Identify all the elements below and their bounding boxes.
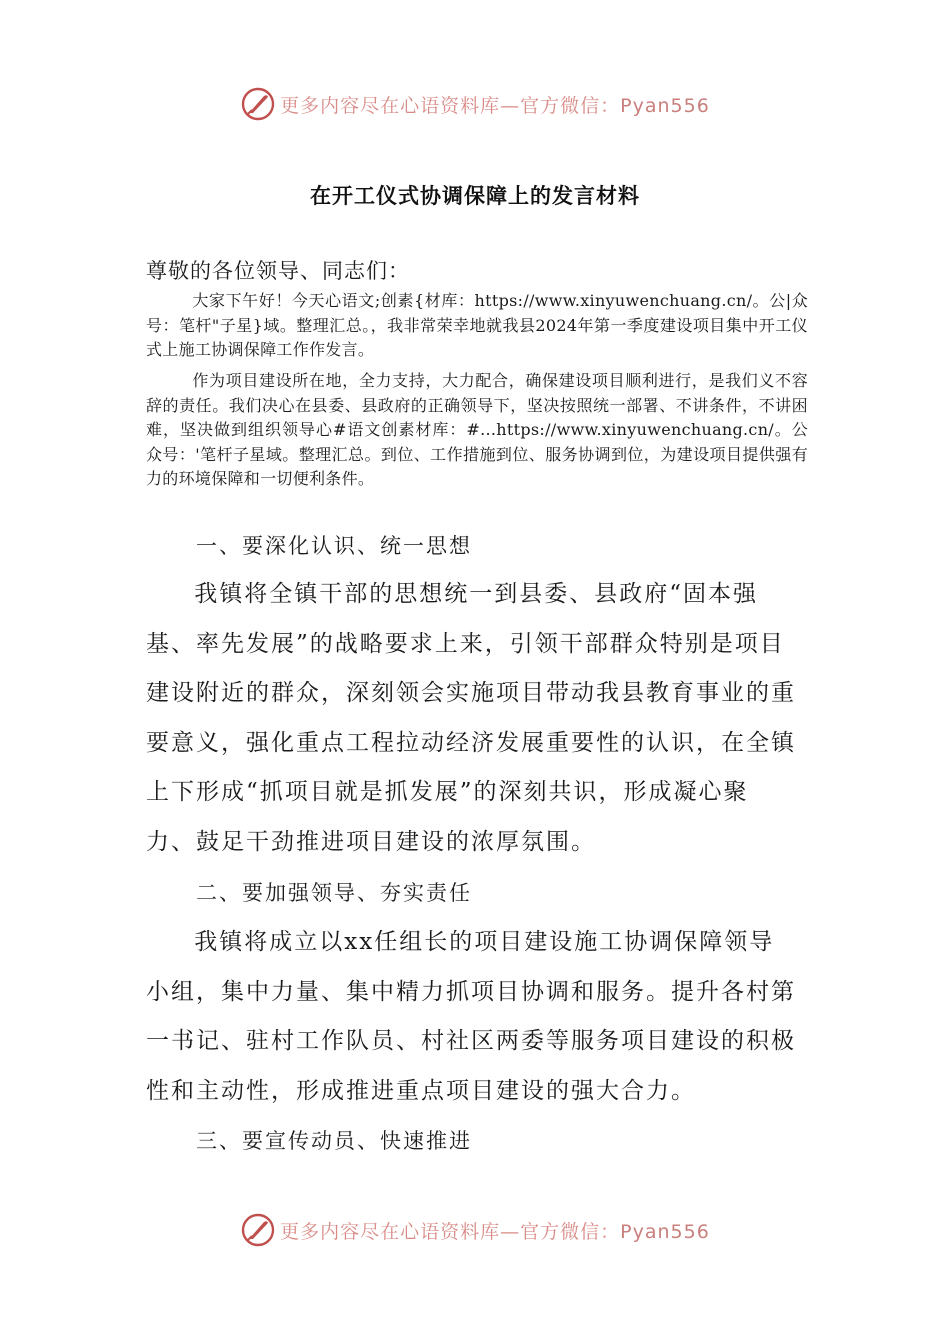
banner-text: 更多内容尽在心语资料库—官方微信：Pyan556 <box>280 1220 710 1243</box>
paragraph-text: 我镇将成立以xx任组长的项目建设施工协调保障领导小组，集中力量、集中精力抓项目协调和服务。提升各村第一书记、驻村工作队员、村社区两委等服务项目建设的积极性和主动性，形成推进重点项目建设的强大合力。 <box>146 929 796 1104</box>
banner-wechat-id: Pyan556 <box>620 1220 710 1243</box>
section-heading-1: 一、要深化认识、统一思想 <box>196 534 472 558</box>
intro-paragraph-1 <box>146 289 808 363</box>
banner-wechat-id: Pyan556 <box>620 94 710 117</box>
section-heading-3: 三、要宣传动员、快速推进 <box>196 1129 472 1153</box>
paragraph-text: 大家下午好！今天心语文;创素{材库：https://www.xinyuwenchuang.cn/。公|众号：笔杆"子星}域。整理汇总。，我非常荣幸地就我县2024年第一季度建设项目集中开工仪式上施工协调保障工作作发言。 <box>146 291 808 359</box>
quill-logo-icon <box>240 1212 276 1248</box>
footer-watermark-banner <box>0 1210 950 1250</box>
paragraph-text: 作为项目建设所在地，全力支持，大力配合，确保建设项目顺利进行，是我们义不容辞的责任。我们决心在县委、县政府的正确领导下，坚决按照统一部署、不讲条件，不讲困难，坚决做到组织领导心#语文创素材库：#...https://www.xinyuwenchuang.cn/。公众号：'笔杆子星域。整理汇总。到位、工作措施到位、服务协调到位，为建设项目提供强有力的环境保障和一切便利条件。 <box>146 371 808 488</box>
intro-paragraph-2 <box>146 369 808 492</box>
header-watermark-banner <box>0 84 950 124</box>
document-title: 在开工仪式协调保障上的发言材料 <box>310 184 640 208</box>
section-heading-2: 二、要加强领导、夯实责任 <box>196 881 472 905</box>
section-body-1 <box>146 570 796 868</box>
quill-logo-icon <box>240 86 276 122</box>
salutation: 尊敬的各位领导、同志们： <box>146 259 410 283</box>
banner-text: 更多内容尽在心语资料库—官方微信：Pyan556 <box>280 94 710 117</box>
paragraph-text: 我镇将全镇干部的思想统一到县委、县政府“固本强基、率先发展”的战略要求上来，引领干部群众特别是项目建设附近的群众，深刻领会实施项目带动我县教育事业的重要意义，强化重点工程拉动经济发展重要性的认识，在全镇上下形成“抓项目就是抓发展”的深刻共识，形成凝心聚力、鼓足干劲推进项目建设的浓厚氛围。 <box>146 581 796 855</box>
section-body-2 <box>146 918 796 1116</box>
